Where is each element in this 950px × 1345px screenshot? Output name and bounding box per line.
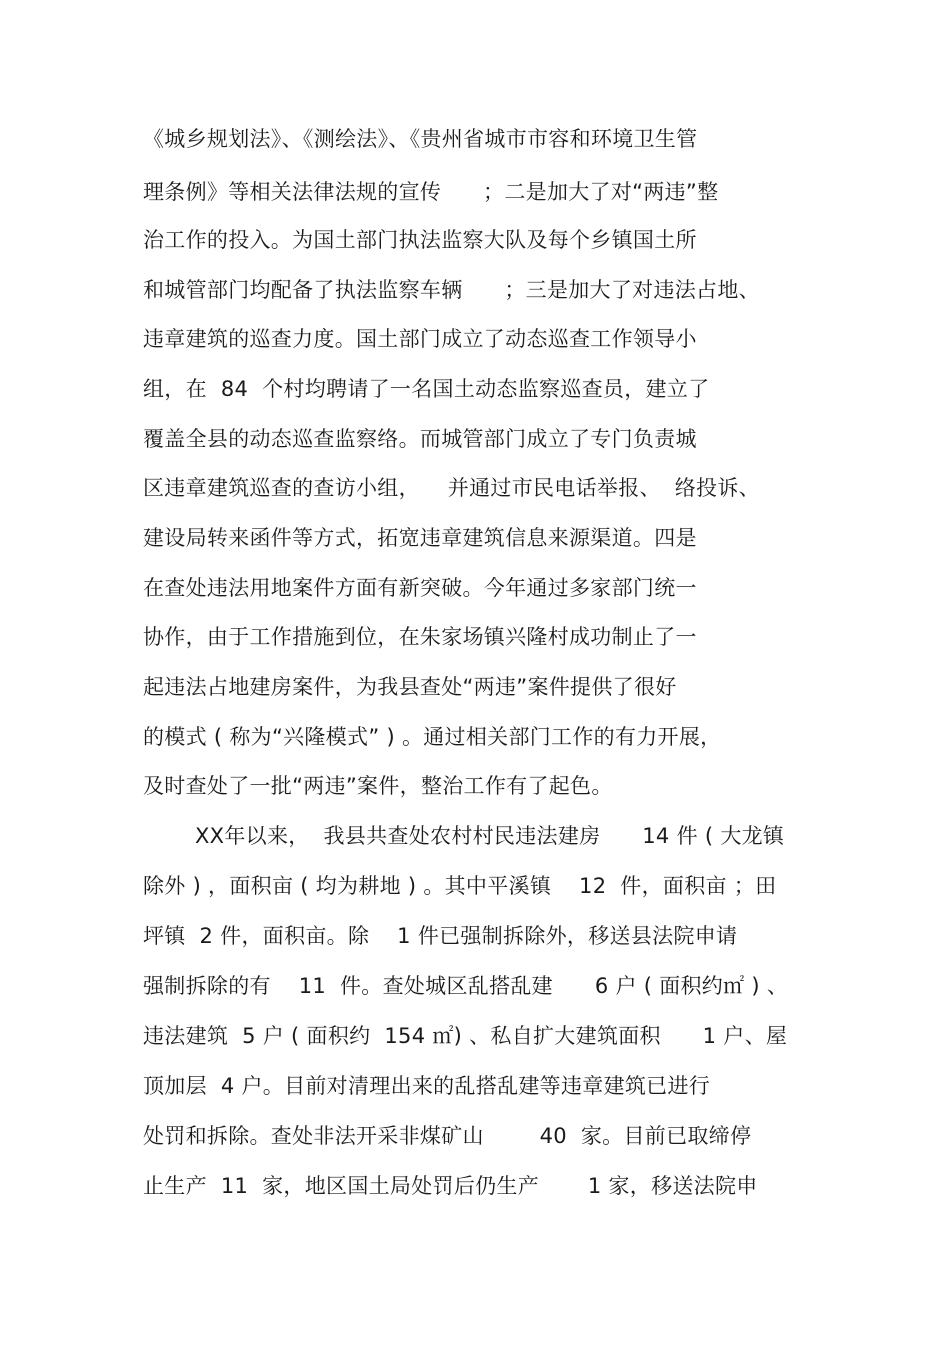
text-line: 强制拆除的有 11 件。查处城区乱搭乱建 6 户 ( 面积约㎡ ) 、 — [143, 974, 789, 998]
text-line: 《城乡规划法》、《测绘法》、《贵州省城市市容和环境卫生管 — [143, 127, 698, 151]
text-line: 及时查处了一批“两违”案件，整治工作有了起色。 — [143, 774, 613, 798]
text-line: 的模式 ( 称为“兴隆模式” ) 。通过相关部门工作的有力开展， — [143, 725, 722, 749]
text-line: 坪镇 2 件，面积亩。除 1 件已强制拆除外，移送县法院申请 — [143, 924, 738, 948]
paragraph-first-line: XX年以来， 我县共查处农村村民违法建房 14 件 ( 大龙镇 — [195, 824, 785, 848]
text-line: 治工作的投入。为国土部门执法监察大队及每个乡镇国土所 — [143, 228, 697, 252]
text-line: 组，在 84 个村均聘请了一名国土动态监察巡查员，建立了 — [143, 377, 710, 401]
text-line: 和城管部门均配备了执法监察车辆 ；三是加大了对违法占地、 — [143, 278, 760, 302]
text-line: 处罚和拆除。查处非法开采非煤矿山 40 家。目前已取缔停 — [143, 1124, 752, 1148]
text-line: 在查处违法用地案件方面有新突破。今年通过多家部门统一 — [143, 576, 697, 600]
text-line: 顶加层 4 户。目前对清理出来的乱搭乱建等违章建筑已进行 — [143, 1074, 711, 1098]
text-line: 违章建筑的巡查力度。国土部门成立了动态巡查工作领导小 — [143, 327, 697, 351]
text-line: 建设局转来函件等方式，拓宽违章建筑信息来源渠道。四是 — [143, 526, 697, 550]
text-line: 违法建筑 5 户 ( 面积约 154 ㎡) 、私自扩大建筑面积 1 户、屋 — [143, 1024, 788, 1048]
text-line: 起违法占地建房案件，为我县查处“两违”案件提供了很好 — [143, 675, 677, 699]
text-line: 止生产 11 家，地区国土局处罚后仍生产 1 家，移送法院申 — [143, 1174, 758, 1198]
text-line: 区违章建筑巡查的查访小组， 并通过市民电话举报、 络投诉、 — [143, 476, 760, 500]
text-line: 除外 ) ，面积亩 ( 均为耕地 ) 。其中平溪镇 12 件，面积亩 ；田 — [143, 874, 777, 898]
text-line: 覆盖全县的动态巡查监察络。而城管部门成立了专门负责城 — [143, 427, 697, 451]
text-line: 协作，由于工作措施到位，在朱家场镇兴隆村成功制止了一 — [143, 625, 697, 649]
text-line: 理条例》等相关法律法规的宣传 ；二是加大了对“两违”整 — [143, 180, 719, 204]
